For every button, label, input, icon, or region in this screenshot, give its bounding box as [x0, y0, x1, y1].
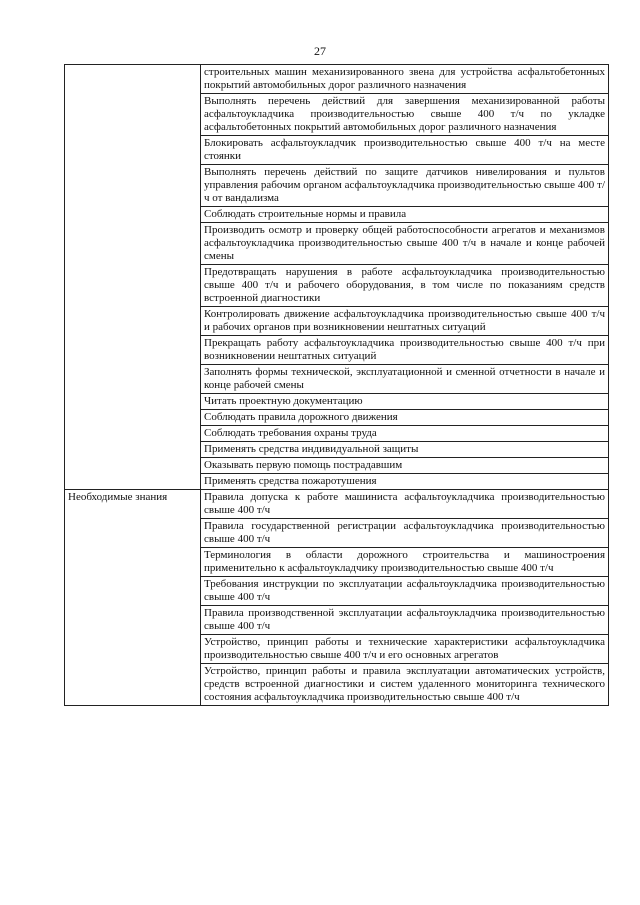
table-cell: Соблюдать строительные нормы и правила: [201, 207, 609, 223]
table-cell: Устройство, принцип работы и правила эксплуатации автоматических устройств, средств встроенной диагностики и систем удаленного мониторинга технического состояния асфальтоукладчика производительностью свыше 400 т/ч: [201, 664, 609, 706]
table-cell: Выполнять перечень действий по защите датчиков нивелирования и пультов управления рабочим органом асфальтоукладчика производительностью свыше 400 т/ч от вандализма: [201, 165, 609, 207]
table-cell: строительных машин механизированного звена для устройства асфальтобетонных покрытий автомобильных дорог различного назначения: [201, 65, 609, 94]
table-cell: Производить осмотр и проверку общей работоспособности агрегатов и механизмов асфальтоукладчика производительностью свыше 400 т/ч в начале и конце рабочей смены: [201, 223, 609, 265]
table-cell: Применять средства пожаротушения: [201, 474, 609, 490]
table-cell: Правила государственной регистрации асфальтоукладчика производительностью свыше 400 т/ч: [201, 519, 609, 548]
table-cell: Предотвращать нарушения в работе асфальтоукладчика производительностью свыше 400 т/ч и рабочего оборудования, в том числе по показаниям средств встроенной диагностики: [201, 265, 609, 307]
requirements-table: [64, 64, 609, 706]
table-row: [65, 65, 609, 94]
table-cell: Соблюдать правила дорожного движения: [201, 410, 609, 426]
left-cell-required-knowledge: Необходимые знания: [65, 490, 201, 706]
table-cell: Прекращать работу асфальтоукладчика производительностью свыше 400 т/ч при возникновении нештатных ситуаций: [201, 336, 609, 365]
table-cell: Заполнять формы технической, эксплуатационной и сменной отчетности в начале и конце рабочей смены: [201, 365, 609, 394]
table-row: [65, 490, 609, 519]
table-cell: Правила производственной эксплуатации асфальтоукладчика производительностью свыше 400 т/ч: [201, 606, 609, 635]
table-cell: Правила допуска к работе машиниста асфальтоукладчика производительностью свыше 400 т/ч: [201, 490, 609, 519]
table-cell: Контролировать движение асфальтоукладчика производительностью свыше 400 т/ч и рабочих органов при возникновении нештатных ситуаций: [201, 307, 609, 336]
table-cell: Требования инструкции по эксплуатации асфальтоукладчика производительностью свыше 400 т/ч: [201, 577, 609, 606]
table-cell: Читать проектную документацию: [201, 394, 609, 410]
table-cell: Выполнять перечень действий для завершения механизированной работы асфальтоукладчика производительностью свыше 400 т/ч по укладке асфальтобетонных покрытий автомобильных дорог различного назначения: [201, 94, 609, 136]
table-cell: Оказывать первую помощь пострадавшим: [201, 458, 609, 474]
table-cell: Блокировать асфальтоукладчик производительностью свыше 400 т/ч на месте стоянки: [201, 136, 609, 165]
table-body: [65, 65, 609, 706]
left-cell-skills: [65, 65, 201, 490]
table-cell: Терминология в области дорожного строительства и машиностроения применительно к асфальтоукладчику производительностью свыше 400 т/ч: [201, 548, 609, 577]
table-cell: Соблюдать требования охраны труда: [201, 426, 609, 442]
page-number: 27: [314, 44, 326, 58]
table-cell: Применять средства индивидуальной защиты: [201, 442, 609, 458]
table-cell: Устройство, принцип работы и технические характеристики асфальтоукладчика производительностью свыше 400 т/ч и его основных агрегатов: [201, 635, 609, 664]
